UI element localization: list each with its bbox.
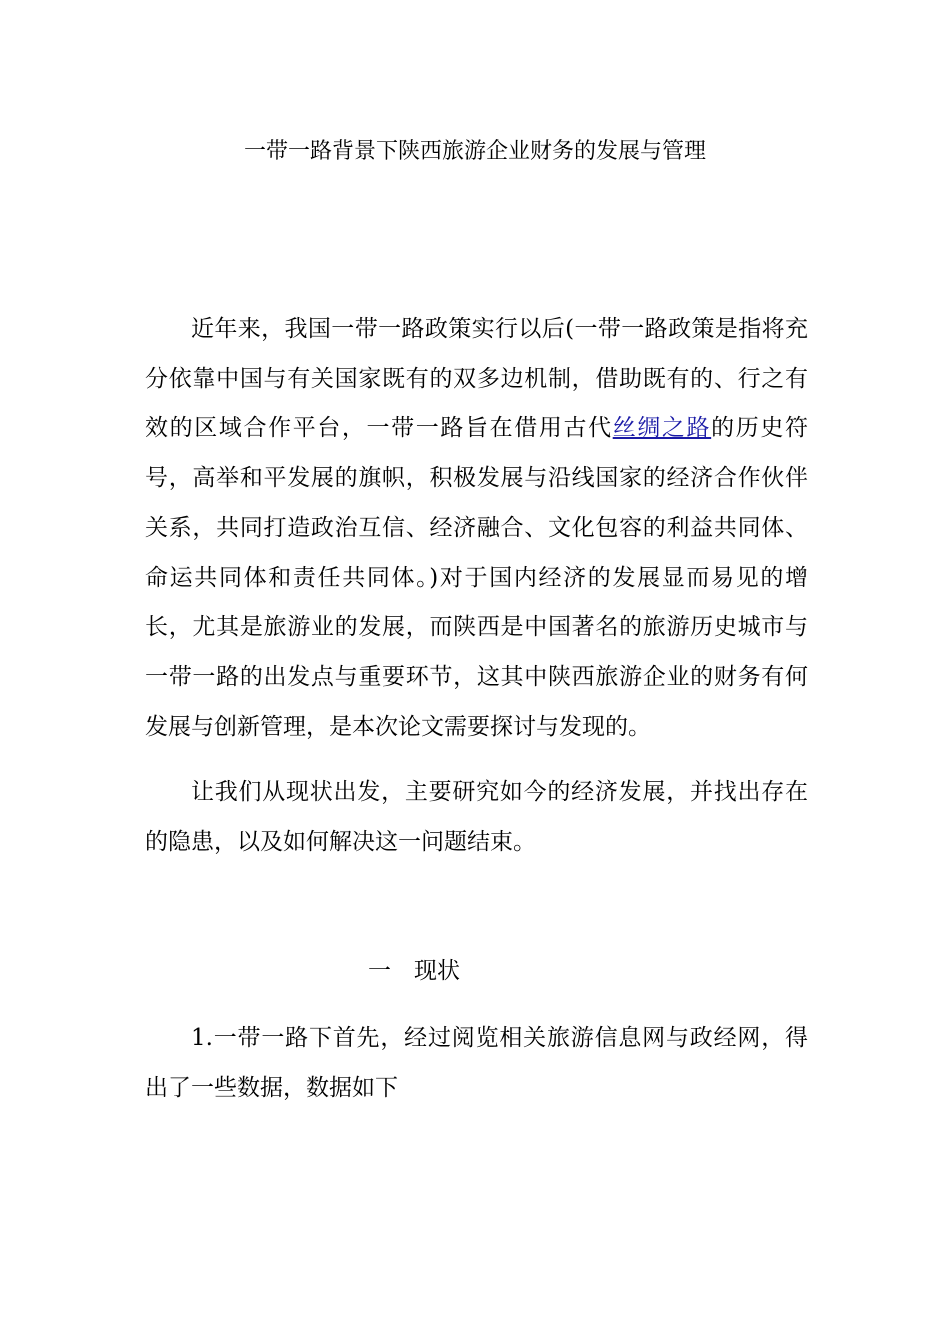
section-heading-status: 一 现状 [368,958,460,984]
document-title: 一带一路背景下陕西旅游企业财务的发展与管理 [243,139,706,164]
intro-text-after-link: 的历史符号，高举和平发展的旗帜，积极发展与沿线国家的经济合作伙伴关系，共同打造政治互信、经济融合、文化包容的利益共同体、命运共同体和责任共同体。)对于国内经济的发展显而易见的增长，尤其是旅游业的发展，而陕西是中国著名的旅游历史城市与一带一路的出发点与重要环节，这其中陕西旅游企业的财务有何发展与创新管理，是本次论文需要探讨与发现的。 [145,415,809,740]
intro-paragraph [145,305,808,752]
data-paragraph: 1.一带一路下首先，经过阅览相关旅游信息网与政经网，得出了一些数据，数据如下 [145,1025,808,1101]
intro-text-before-link: 近年来，我国一带一路政策实行以后(一带一路政策是指将充分依靠中国与有关国家既有的双多边机制，借助既有的、行之有效的区域合作平台，一带一路旨在借用古代 [145,316,808,442]
second-paragraph: 让我们从现状出发，主要研究如今的经济发展，并找出存在的隐患，以及如何解决这一问题结束。 [145,779,808,855]
silk-road-link[interactable]: 丝绸之路 [612,415,712,442]
